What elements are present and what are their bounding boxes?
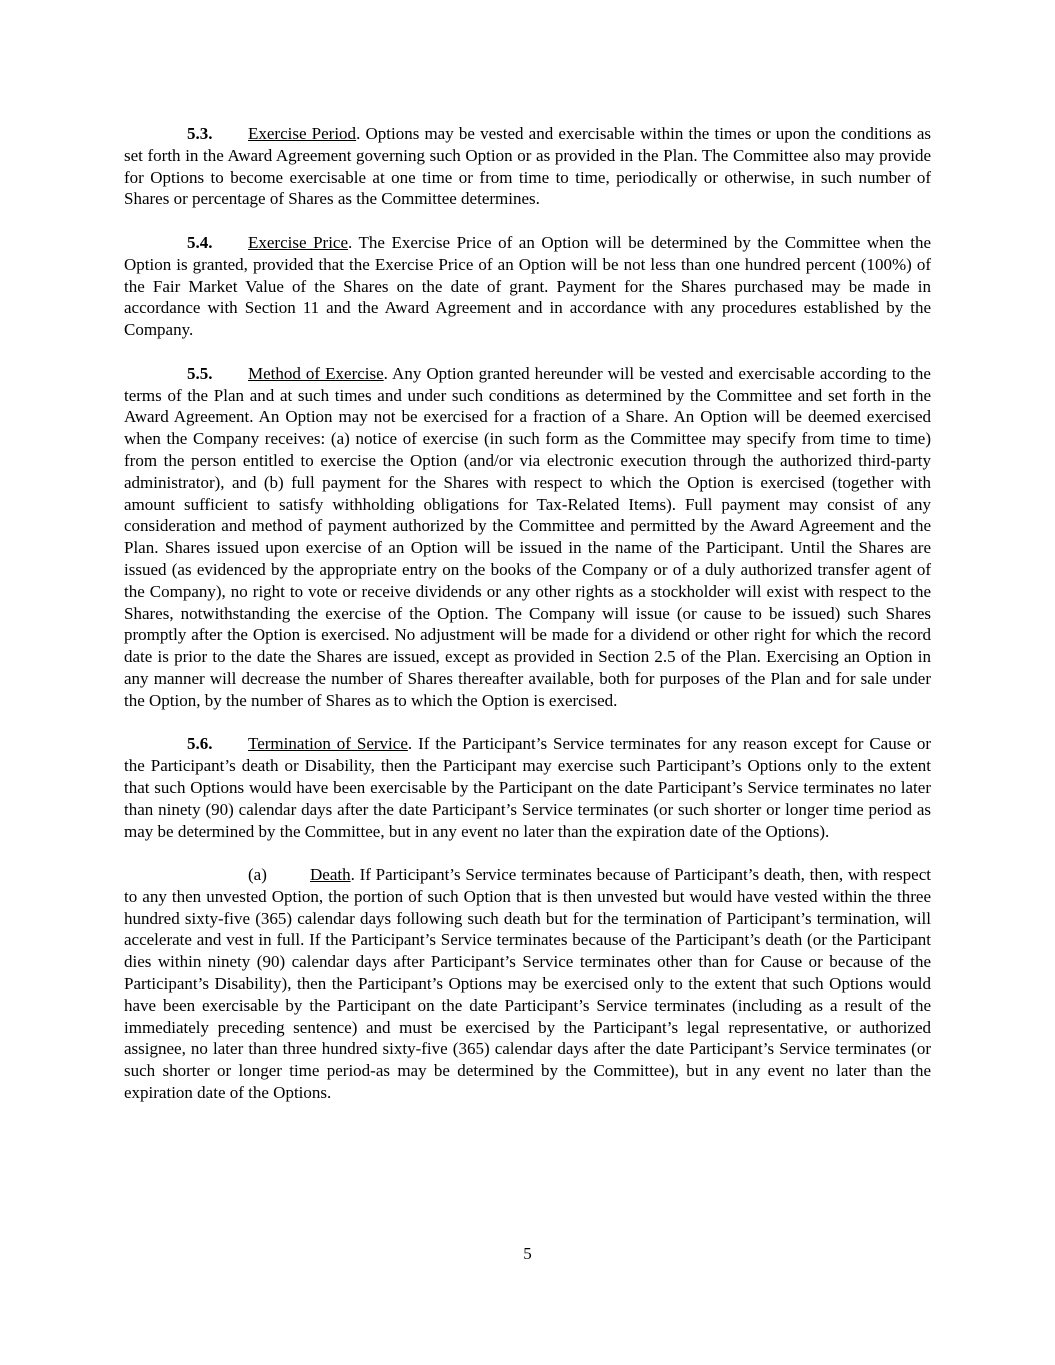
- document-page: [124, 123, 931, 1126]
- section-number: 5.5.: [187, 363, 213, 383]
- section-body: . If the Participant’s Service terminates for any reason except for Cause or the Participant’s death or Disability, then the Participant may exercise such Participant’s Options only to the extent that such Options would have been exercisable by the Participant on the date Participant’s Service terminates no later than ninety (90) calendar days after the date Participant’s Service terminates (or such shorter or longer time period as may be determined by the Committee, but in any event no later than the expiration date of the Options).: [124, 734, 932, 841]
- subsection-body: . If Participant’s Service terminates because of Participant’s death, then, with respect to any then unvested Option, the portion of such Option that is then unvested but would have vested within the three hundred sixty-five (365) calendar days following such death but for the termination of Participant’s termination, will accelerate and vest in full. If the Participant’s Service terminates because of the Participant’s death (or the Participant dies within ninety (90) calendar days after Participant’s Service terminates other than for Cause or because of the Participant’s Disability), then the Participant’s Options may be exercised only to the extent that such Options would have been exercisable by the Participant on the date Participant’s Service terminates (including as a result of the immediately preceding sentence) and must be exercised by the Participant’s legal representative, or authorized assignee, no later than three hundred sixty-five (365) calendar days after the date Participant’s Service terminates (or such shorter or longer time period-as may be determined by the Committee), but in any event no later than the expiration date of the Options.: [124, 865, 931, 1103]
- subsection-number: (a): [248, 865, 267, 885]
- section-body: . Any Option granted hereunder will be vested and exercisable according to the terms of the Plan and at such times and under such conditions as determined by the Committee and set forth in the Award Agreement. An Option may not be exercised for a fraction of a Share. An Option will be deemed exercised when the Company receives: (a) notice of exercise (in such form as the Committee may specify from time to time) from the person entitled to exercise the Option (and/or via electronic execution through the authorized third-party administrator), and (b) full payment for the Shares with respect to which the Option is exercised (together with amount sufficient to satisfy withholding obligations for Tax-Related Items). Full payment may consist of any consideration and method of payment authorized by the Committee and permitted by the Award Agreement and the Plan. Shares issued upon exercise of an Option will be issued in the name of the Participant. Until the Shares are issued (as evidenced by the appropriate entry on the books of the Company or of a duly authorized transfer agent of the Company), no right to vote or receive dividends or any other rights as a stockholder will exist with respect to the Shares, notwithstanding the exercise of the Option. The Company will issue (or cause to be issued) such Shares promptly after the Option is exercised. No adjustment will be made for a dividend or other right for which the record date is prior to the date the Shares are issued, except as provided in Section 2.5 of the Plan. Exercising an Option in any manner will decrease the number of Shares thereafter available, both for purposes of the Plan and for sale under the Option, by the number of Shares as to which the Option is exercised.: [124, 363, 931, 710]
- page-number: 5: [523, 1244, 532, 1263]
- section-heading: Exercise Period: [248, 124, 357, 143]
- section-number: 5.3.: [187, 124, 213, 143]
- section-number: 5.4.: [187, 232, 213, 252]
- section-heading: Termination of Service: [248, 734, 408, 754]
- section-body: . The Exercise Price of an Option will be determined by the Committee when the Option is granted, provided that the Exercise Price of an Option will be not less than one hundred percent (100%) of the Fair Market Value of the Shares on the date of grant. Payment for the Shares purchased may be made in accordance with Section 11 and the Award Agreement and in accordance with any procedures established by the Company.: [124, 232, 931, 340]
- section-heading: Exercise Price: [248, 232, 349, 252]
- section-5-5: [124, 363, 931, 712]
- section-5-4: [124, 232, 931, 341]
- section-5-3: [124, 123, 931, 210]
- section-number: 5.6.: [187, 734, 213, 754]
- section-heading: Method of Exercise: [248, 363, 384, 383]
- section-body: . Options may be vested and exercisable within the times or upon the conditions as set forth in the Award Agreement governing such Option or as provided in the Plan. The Committee also may provide for Options to become exercisable at one time or from time to time, periodically or otherwise, in such number of Shares or percentage of Shares as the Committee determines.: [124, 124, 932, 209]
- section-5-6: [124, 733, 931, 842]
- section-5-6-a: [124, 864, 931, 1104]
- subsection-heading: Death: [310, 865, 351, 885]
